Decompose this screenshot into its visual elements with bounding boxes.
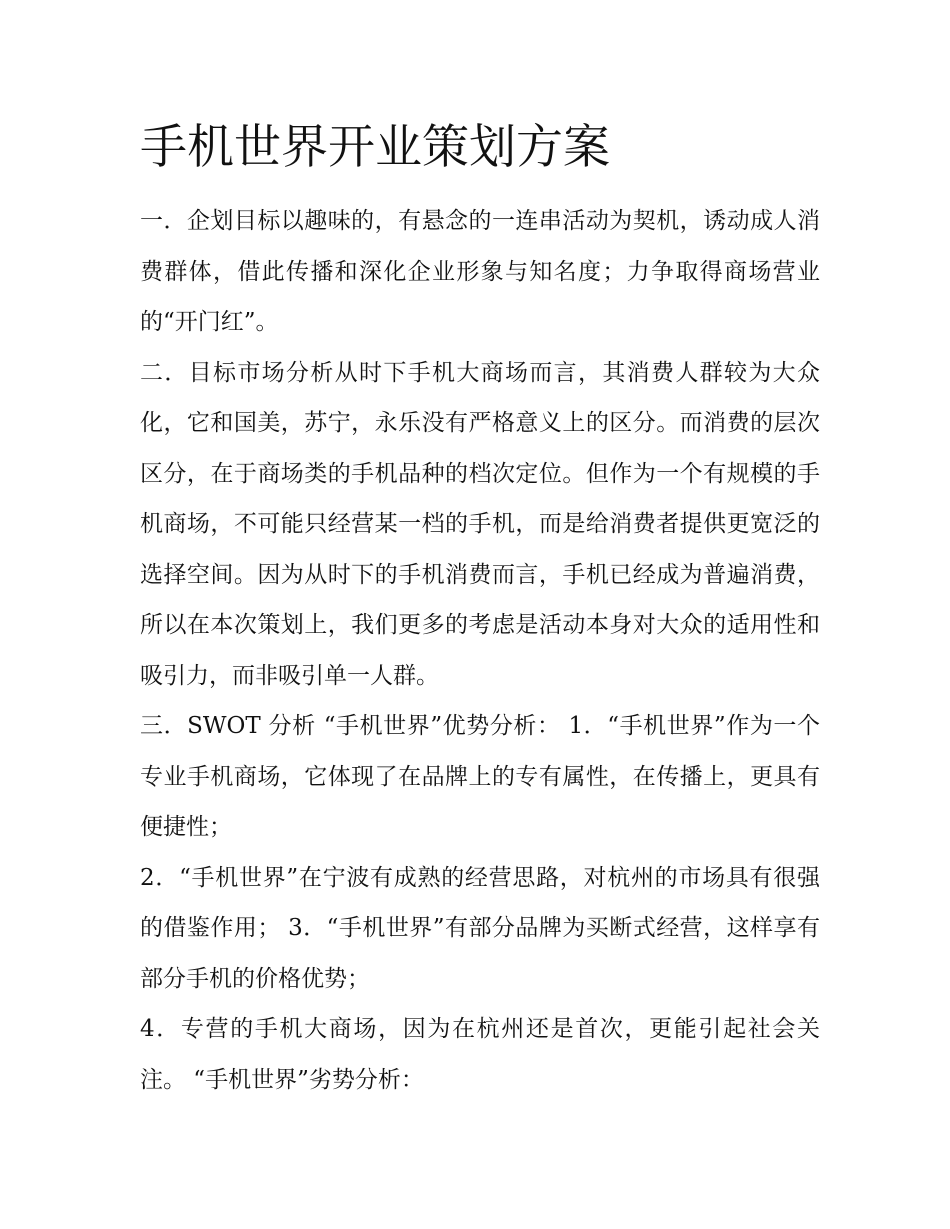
paragraph-market-analysis: 二．目标市场分析从时下手机大商场而言，其消费人群较为大众化，它和国美，苏宁，永乐没有严格意义上的区分。而消费的层次区分，在于商场类的手机品种的档次定位。但作为一个有规模的手机商场，不可能只经营某一档的手机，而是给消费者提供更宽泛的选择空间。因为从时下的手机消费而言，手机已经成为普遍消费，所以在本次策划上，我们更多的考虑是活动本身对大众的适用性和吸引力，而非吸引单一人群。 <box>140 359 820 689</box>
document-title: 手机世界开业策划方案 <box>140 120 610 175</box>
paragraph-swot-strengths: 三．SWOT 分析 “手机世界”优势分析： 1．“手机世界”作为一个专业手机商场，它体现了在品牌上的专有属性，在传播上，更具有便捷性； <box>140 713 820 840</box>
document-body <box>140 196 820 1105</box>
paragraph-strength-2-3: 2．“手机世界”在宁波有成熟的经营思路，对杭州的市场具有很强的借鉴作用； 3．“手机世界”有部分品牌为买断式经营，这样享有部分手机的价格优势； <box>140 864 820 992</box>
paragraph-objective: 一．企划目标以趣味的，有悬念的一连串活动为契机，诱动成人消费群体，借此传播和深化企业形象与知名度；力争取得商场营业的“开门红”。 <box>140 208 820 335</box>
paragraph-strength-4-weakness: 4．专营的手机大商场，因为在杭州还是首次，更能引起社会关注。 “手机世界”劣势分析： <box>140 1016 820 1093</box>
